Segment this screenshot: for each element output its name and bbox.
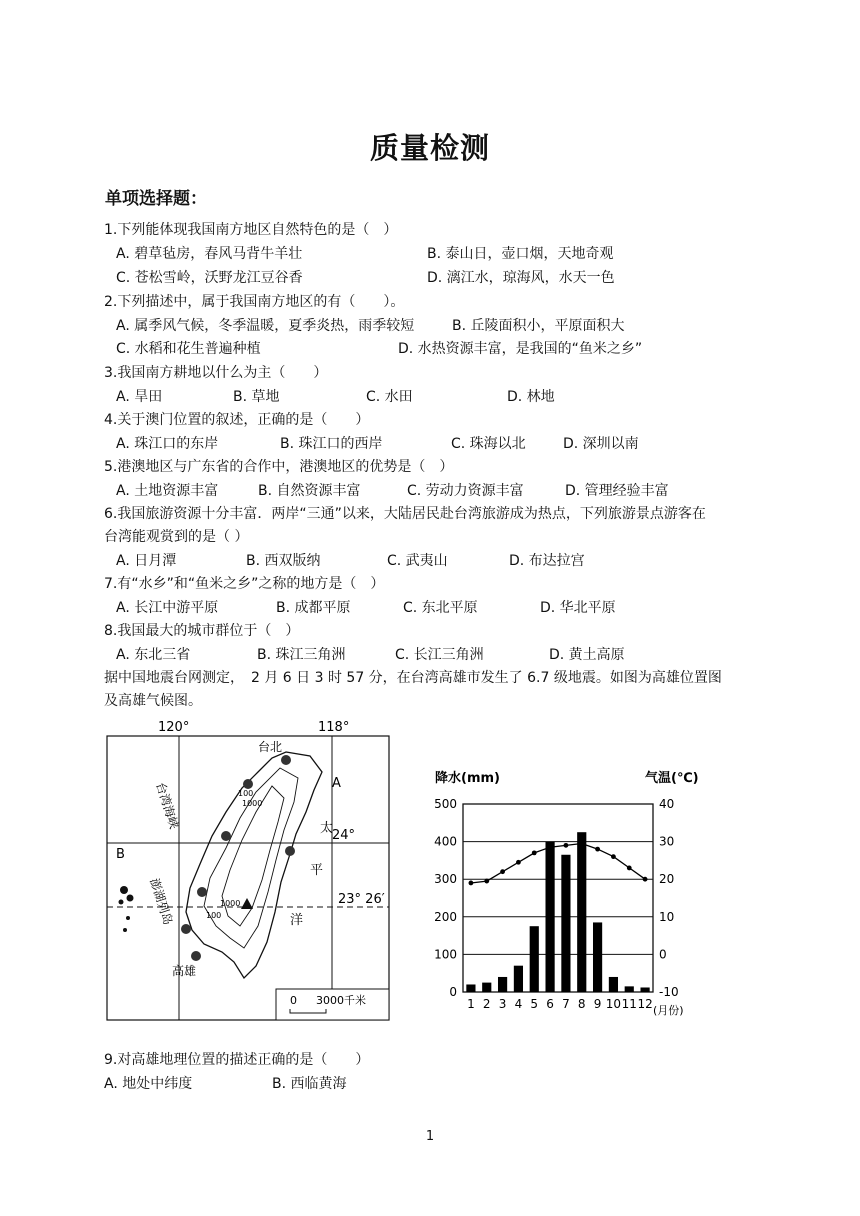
q3-stem: 3.我国南方耕地以什么为主（ ） bbox=[104, 365, 328, 381]
chart-precip-bar bbox=[640, 987, 649, 992]
chart-temp-point bbox=[595, 847, 600, 852]
q7-option-a: A. 长江中游平原 bbox=[116, 600, 219, 616]
chart-precip-bar bbox=[609, 977, 618, 992]
map-ocean-char: 洋 bbox=[290, 913, 304, 928]
contour-label: 100 bbox=[238, 789, 254, 798]
chart-month-tick-label: 6 bbox=[546, 997, 554, 1011]
chart-month-tick-label: 12 bbox=[637, 997, 653, 1011]
q9-stem: 9.对高雄地理位置的描述正确的是（ ） bbox=[104, 1052, 370, 1068]
map-lon-right: 118° bbox=[318, 720, 350, 735]
chart-month-tick-label: 5 bbox=[530, 997, 539, 1011]
chart-plot-frame bbox=[463, 804, 653, 992]
q4-stem: 4.关于澳门位置的叙述，正确的是（ ） bbox=[104, 412, 370, 428]
q5-option-b: B. 自然资源丰富 bbox=[258, 483, 361, 499]
q5-option-d: D. 管理经验丰富 bbox=[565, 483, 669, 499]
chart-temp-tick-label: 20 bbox=[659, 872, 675, 887]
q7-option-c: C. 东北平原 bbox=[403, 600, 478, 616]
intro-line2: 及高雄气候图。 bbox=[104, 693, 202, 709]
q2-stem: 2.下列描述中，属于我国南方地区的有（ ）。 bbox=[104, 294, 405, 310]
chart-precip-bar bbox=[498, 977, 507, 992]
section-heading: 单项选择题： bbox=[105, 189, 207, 209]
islands-shape bbox=[127, 895, 134, 902]
chart-temp-tick-label: -10 bbox=[659, 985, 679, 999]
chart-temp-point bbox=[532, 850, 537, 855]
q2-option-b: B. 丘陵面积小，平原面积大 bbox=[452, 318, 625, 334]
q1-option-a: A. 碧草毡房，春风马背牛羊壮 bbox=[116, 246, 303, 262]
q8-option-b: B. 珠江三角洲 bbox=[257, 647, 346, 663]
chart-temp-point bbox=[469, 881, 474, 886]
chart-temp-point bbox=[611, 854, 616, 859]
map-scale-zero: 0 bbox=[290, 994, 297, 1007]
chart-temp-tick-label: 40 bbox=[659, 797, 675, 811]
map-lon-left: 120° bbox=[158, 720, 190, 735]
chart-precip-bar bbox=[530, 926, 539, 992]
q7-stem: 7.有“水乡”和“鱼米之乡”之称的地方是（ ） bbox=[104, 576, 385, 592]
islands-shape bbox=[119, 900, 124, 905]
contour-label: 100 bbox=[206, 911, 222, 920]
chart-precip-tick-label: 100 bbox=[434, 947, 457, 962]
q3-option-d: D. 林地 bbox=[507, 389, 555, 405]
q2-option-c: C. 水稻和花生普遍种植 bbox=[116, 341, 261, 357]
q4-option-b: B. 珠江口的西岸 bbox=[280, 436, 383, 452]
islands-shape bbox=[123, 928, 127, 932]
q4-option-a: A. 珠江口的东岸 bbox=[116, 436, 219, 452]
q6-option-b: B. 西双版纳 bbox=[246, 553, 321, 569]
q5-stem: 5.港澳地区与广东省的合作中，港澳地区的优势是（ ） bbox=[104, 459, 454, 475]
chart-temp-point bbox=[627, 866, 632, 871]
q4-option-c: C. 珠海以北 bbox=[451, 436, 526, 452]
chart-precip-tick-label: 500 bbox=[434, 797, 457, 811]
q1-stem: 1.下列能体现我国南方地区自然特色的是（ ） bbox=[104, 222, 398, 238]
chart-temp-tick-label: 0 bbox=[659, 947, 667, 962]
map-city-south: 高雄 bbox=[172, 964, 197, 978]
chart-precip-bar bbox=[466, 984, 475, 992]
q1-option-c: C. 苍松雪岭，沃野龙江豆谷香 bbox=[116, 270, 303, 286]
chart-ylabel-right: 气温(℃) bbox=[645, 771, 699, 786]
q9-option-a: A. 地处中纬度 bbox=[104, 1076, 193, 1092]
q9-option-b: B. 西临黄海 bbox=[272, 1076, 347, 1092]
chart-temp-point bbox=[643, 877, 648, 882]
q8-stem: 8.我国最大的城市群位于（ ） bbox=[104, 623, 300, 639]
chart-precip-bar bbox=[545, 842, 554, 992]
kaohsiung-location-map bbox=[100, 712, 400, 1027]
map-label-a: A bbox=[332, 776, 341, 791]
map-strait-label: 台湾海峡 bbox=[153, 780, 182, 831]
chart-month-tick-label: 7 bbox=[562, 997, 570, 1011]
q7-option-b: B. 成都平原 bbox=[276, 600, 351, 616]
q7-option-d: D. 华北平原 bbox=[540, 600, 616, 616]
city-dot bbox=[197, 887, 207, 897]
q8-option-d: D. 黄土高原 bbox=[549, 647, 625, 663]
chart-precip-bar bbox=[625, 986, 634, 992]
q6-stem-line2: 台湾能观赏到的是（ ） bbox=[104, 529, 249, 545]
q2-option-a: A. 属季风气候，冬季温暖，夏季炎热，雨季较短 bbox=[116, 318, 415, 334]
contour-label: 1000 bbox=[242, 799, 263, 808]
q6-option-a: A. 日月潭 bbox=[116, 553, 177, 569]
chart-month-tick-label: 8 bbox=[577, 997, 586, 1011]
chart-precip-bar bbox=[561, 855, 570, 992]
q2-option-d: D. 水热资源丰富，是我国的“鱼米之乡” bbox=[398, 341, 643, 357]
city-dot-kaohsiung bbox=[191, 951, 201, 961]
page-number: 1 bbox=[425, 1129, 435, 1144]
taiwan-island-outline bbox=[186, 752, 322, 978]
chart-month-tick-label: 10 bbox=[605, 997, 622, 1011]
chart-temp-point bbox=[500, 869, 505, 874]
map-city-north: 台北 bbox=[258, 740, 283, 754]
chart-ylabel-left: 降水(mm) bbox=[435, 771, 500, 786]
contour-label: 1000 bbox=[220, 899, 241, 908]
q8-option-a: A. 东北三省 bbox=[116, 647, 191, 663]
chart-month-tick-label: 9 bbox=[593, 997, 602, 1011]
q1-option-b: B. 泰山日，壶口烟，天地奇观 bbox=[427, 246, 614, 262]
chart-precip-bar bbox=[514, 966, 523, 992]
q6-stem-line1: 6.我国旅游资源十分丰富．两岸“三通”以来，大陆居民赴台湾旅游成为热点，下列旅游景点游客在 bbox=[104, 506, 706, 522]
q3-option-a: A. 旱田 bbox=[116, 389, 163, 405]
map-lat-tropic: 23° 26′ bbox=[338, 892, 385, 907]
chart-precip-tick-label: 400 bbox=[434, 834, 457, 849]
chart-precip-tick-label: 300 bbox=[434, 872, 457, 887]
q4-option-d: D. 深圳以南 bbox=[563, 436, 639, 452]
map-frame bbox=[107, 736, 389, 1020]
city-dot-taipei bbox=[281, 755, 291, 765]
q3-option-c: C. 水田 bbox=[366, 389, 413, 405]
q5-option-c: C. 劳动力资源丰富 bbox=[407, 483, 524, 499]
q6-option-d: D. 布达拉宫 bbox=[509, 553, 585, 569]
city-dot bbox=[285, 846, 295, 856]
q5-option-a: A. 土地资源丰富 bbox=[116, 483, 219, 499]
city-dot bbox=[181, 924, 191, 934]
page-title: 质量检测 bbox=[369, 131, 490, 165]
map-islands-label: 澎湖列岛 bbox=[147, 876, 176, 927]
map-label-b: B bbox=[116, 847, 125, 862]
intro-line1: 据中国地震台网测定， 2 月 6 日 3 时 57 分，在台湾高雄市发生了 6.7 级地震。如图为高雄位置图 bbox=[104, 670, 722, 686]
map-ocean-char: 太 bbox=[320, 821, 334, 836]
chart-month-tick-label: 2 bbox=[482, 997, 491, 1011]
islands-shape bbox=[126, 916, 130, 920]
map-ocean-char: 平 bbox=[310, 863, 324, 878]
chart-temp-tick-label: 10 bbox=[659, 909, 675, 924]
islands-shape bbox=[120, 886, 128, 894]
chart-month-tick-label: 1 bbox=[467, 997, 475, 1011]
chart-precip-bar bbox=[577, 832, 586, 992]
mountain-peak-marker bbox=[241, 898, 253, 909]
q6-option-c: C. 武夷山 bbox=[387, 553, 448, 569]
chart-temp-point bbox=[579, 841, 584, 846]
chart-temp-line bbox=[471, 844, 645, 884]
chart-precip-tick-label: 200 bbox=[434, 909, 457, 924]
q3-option-b: B. 草地 bbox=[233, 389, 280, 405]
chart-month-unit: (月份) bbox=[653, 1004, 684, 1017]
chart-precip-bar bbox=[593, 922, 602, 992]
chart-temp-point bbox=[516, 860, 521, 865]
kaohsiung-climate-chart bbox=[405, 752, 715, 1024]
city-dot bbox=[243, 779, 253, 789]
map-scale-label: 3000千米 bbox=[316, 994, 366, 1007]
chart-temp-point bbox=[484, 879, 489, 884]
chart-month-tick-label: 3 bbox=[498, 997, 507, 1011]
chart-temp-tick-label: 30 bbox=[659, 834, 675, 849]
chart-month-tick-label: 4 bbox=[514, 997, 523, 1011]
chart-temp-point bbox=[564, 843, 569, 848]
map-lat-24: 24° bbox=[332, 828, 356, 843]
q1-option-d: D. 漓江水，琼海风，水天一色 bbox=[427, 270, 615, 286]
city-dot bbox=[221, 831, 231, 841]
chart-temp-point bbox=[548, 845, 553, 850]
chart-month-tick-label: 11 bbox=[621, 997, 637, 1011]
chart-precip-bar bbox=[482, 983, 491, 992]
chart-precip-tick-label: 0 bbox=[449, 985, 457, 999]
q8-option-c: C. 长江三角洲 bbox=[395, 647, 484, 663]
